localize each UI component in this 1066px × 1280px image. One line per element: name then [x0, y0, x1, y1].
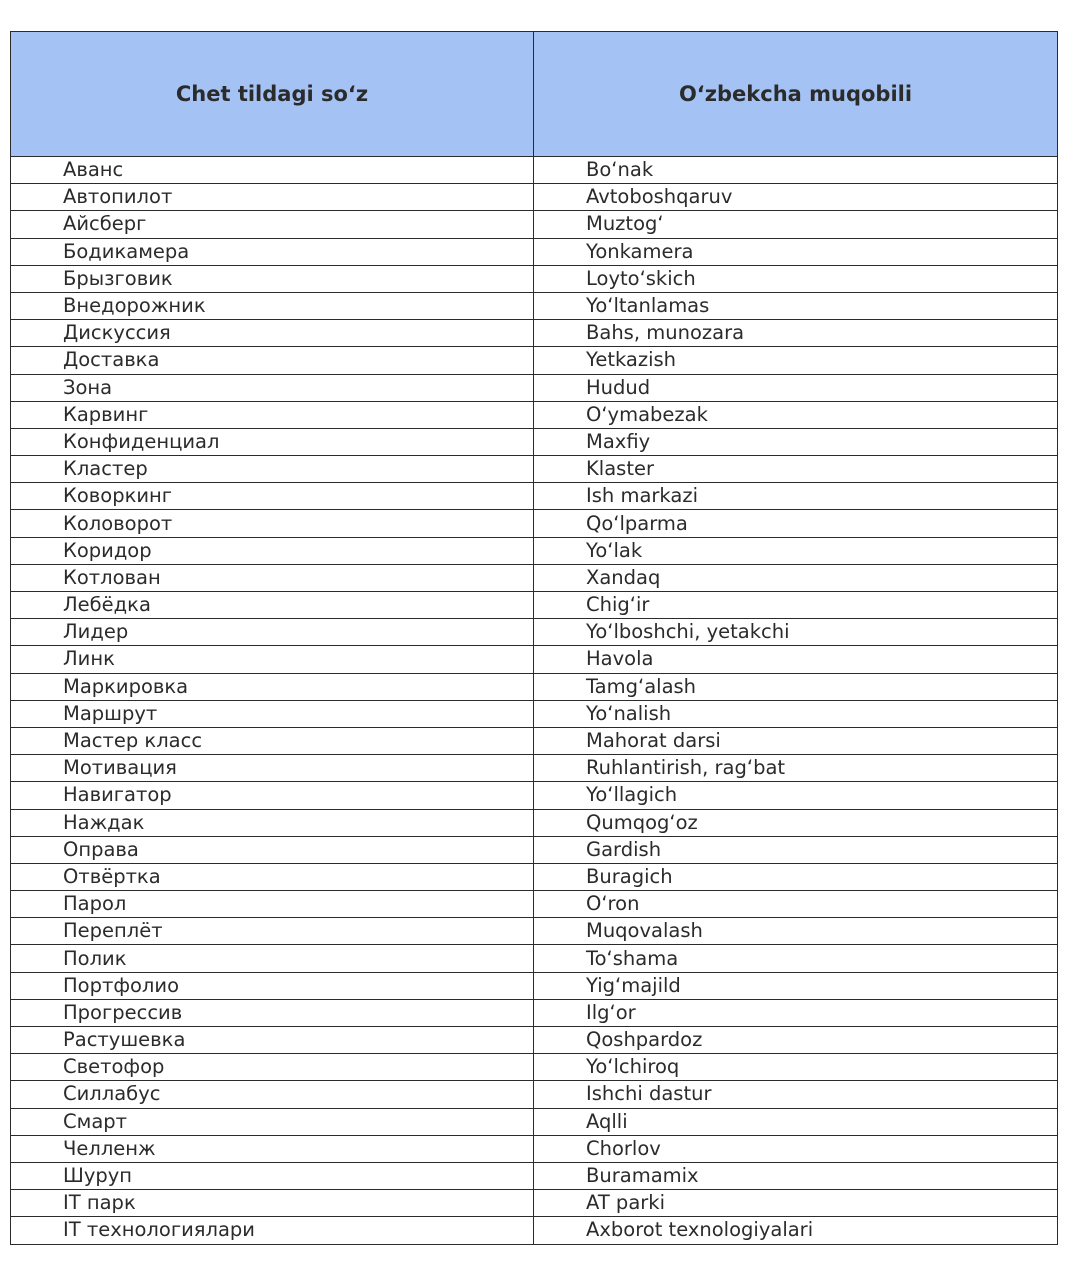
uzbek-equivalent-cell: Ish markazi: [534, 483, 1058, 510]
uzbek-equivalent-cell: Yo‘nalish: [534, 700, 1058, 727]
uzbek-equivalent-cell: Havola: [534, 646, 1058, 673]
table-row: [11, 1135, 1058, 1162]
table-row: [11, 673, 1058, 700]
uzbek-equivalent-cell: Yo‘lboshchi, yetakchi: [534, 619, 1058, 646]
uzbek-equivalent-cell: To‘shama: [534, 945, 1058, 972]
foreign-word-cell: Отвёртка: [11, 863, 534, 890]
uzbek-equivalent-cell: Yo‘ltanlamas: [534, 292, 1058, 319]
foreign-word-cell: Прогрессив: [11, 999, 534, 1026]
foreign-word-cell: Смарт: [11, 1108, 534, 1135]
foreign-word-cell: Мотивация: [11, 755, 534, 782]
table-row: [11, 999, 1058, 1026]
foreign-word-cell: Кластер: [11, 456, 534, 483]
uzbek-equivalent-cell: Buramamix: [534, 1162, 1058, 1189]
foreign-word-cell: Бодикамера: [11, 238, 534, 265]
foreign-word-cell: Внедорожник: [11, 292, 534, 319]
foreign-word-cell: Мастер класс: [11, 727, 534, 754]
uzbek-equivalent-cell: Yo‘llagich: [534, 782, 1058, 809]
table-row: [11, 755, 1058, 782]
table-row: [11, 401, 1058, 428]
foreign-word-cell: Оправа: [11, 836, 534, 863]
foreign-word-cell: Маркировка: [11, 673, 534, 700]
table-row: [11, 184, 1058, 211]
table-row: [11, 1190, 1058, 1217]
foreign-word-cell: Конфиденциал: [11, 428, 534, 455]
foreign-word-cell: Дискуссия: [11, 320, 534, 347]
table-row: [11, 619, 1058, 646]
table-row: [11, 564, 1058, 591]
uzbek-equivalent-cell: Maxfiy: [534, 428, 1058, 455]
table-row: [11, 428, 1058, 455]
uzbek-equivalent-cell: O‘ron: [534, 891, 1058, 918]
table-row: [11, 320, 1058, 347]
uzbek-equivalent-cell: Bahs, munozara: [534, 320, 1058, 347]
table-row: [11, 347, 1058, 374]
header-uzbek-equivalent: O‘zbekcha muqobili: [534, 32, 1058, 157]
table-row: [11, 1027, 1058, 1054]
uzbek-equivalent-cell: Bo‘nak: [534, 157, 1058, 184]
uzbek-equivalent-cell: Yig‘majild: [534, 972, 1058, 999]
table-row: [11, 836, 1058, 863]
uzbek-equivalent-cell: Ilg‘or: [534, 999, 1058, 1026]
uzbek-equivalent-cell: Buragich: [534, 863, 1058, 890]
table-row: [11, 782, 1058, 809]
uzbek-equivalent-cell: Chorlov: [534, 1135, 1058, 1162]
foreign-word-cell: Аванс: [11, 157, 534, 184]
table-row: [11, 592, 1058, 619]
foreign-word-cell: IT технологиялари: [11, 1217, 534, 1244]
uzbek-equivalent-cell: AT parki: [534, 1190, 1058, 1217]
table-row: [11, 809, 1058, 836]
table-row: [11, 157, 1058, 184]
table-row: [11, 1217, 1058, 1244]
table-row: [11, 891, 1058, 918]
uzbek-equivalent-cell: Ishchi dastur: [534, 1081, 1058, 1108]
foreign-word-cell: Наждак: [11, 809, 534, 836]
foreign-word-cell: Автопилот: [11, 184, 534, 211]
uzbek-equivalent-cell: Mahorat darsi: [534, 727, 1058, 754]
foreign-word-cell: Коворкинг: [11, 483, 534, 510]
foreign-word-cell: Челленж: [11, 1135, 534, 1162]
uzbek-equivalent-cell: O‘ymabezak: [534, 401, 1058, 428]
uzbek-equivalent-cell: Gardish: [534, 836, 1058, 863]
foreign-word-cell: Парол: [11, 891, 534, 918]
foreign-word-cell: IT парк: [11, 1190, 534, 1217]
foreign-word-cell: Полик: [11, 945, 534, 972]
table-row: [11, 292, 1058, 319]
table-row: [11, 1162, 1058, 1189]
uzbek-equivalent-cell: Axborot texnologiyalari: [534, 1217, 1058, 1244]
uzbek-equivalent-cell: Qo‘lparma: [534, 510, 1058, 537]
foreign-word-cell: Шуруп: [11, 1162, 534, 1189]
foreign-word-cell: Лидер: [11, 619, 534, 646]
foreign-word-cell: Навигатор: [11, 782, 534, 809]
table-row: [11, 945, 1058, 972]
table-row: [11, 700, 1058, 727]
table-row: [11, 537, 1058, 564]
foreign-word-cell: Коридор: [11, 537, 534, 564]
table-row: [11, 646, 1058, 673]
table-row: [11, 265, 1058, 292]
table-row: [11, 1054, 1058, 1081]
header-foreign-word: Chet tildagi so‘z: [11, 32, 534, 157]
table-row: [11, 1081, 1058, 1108]
header-row: [11, 32, 1058, 157]
table-row: [11, 1108, 1058, 1135]
foreign-word-cell: Портфолио: [11, 972, 534, 999]
uzbek-equivalent-cell: Hudud: [534, 374, 1058, 401]
foreign-word-cell: Айсберг: [11, 211, 534, 238]
uzbek-equivalent-cell: Aqlli: [534, 1108, 1058, 1135]
table-row: [11, 238, 1058, 265]
uzbek-equivalent-cell: Muztog‘: [534, 211, 1058, 238]
uzbek-equivalent-cell: Muqovalash: [534, 918, 1058, 945]
table-row: [11, 483, 1058, 510]
foreign-word-cell: Силлабус: [11, 1081, 534, 1108]
foreign-word-cell: Маршрут: [11, 700, 534, 727]
foreign-word-cell: Зона: [11, 374, 534, 401]
foreign-word-cell: Брызговик: [11, 265, 534, 292]
foreign-word-cell: Лебёдка: [11, 592, 534, 619]
foreign-word-cell: Карвинг: [11, 401, 534, 428]
uzbek-equivalent-cell: Chig‘ir: [534, 592, 1058, 619]
uzbek-equivalent-cell: Loyto‘skich: [534, 265, 1058, 292]
uzbek-equivalent-cell: Yo‘lak: [534, 537, 1058, 564]
table-row: [11, 211, 1058, 238]
foreign-word-cell: Коловорот: [11, 510, 534, 537]
uzbek-equivalent-cell: Qoshpardoz: [534, 1027, 1058, 1054]
foreign-word-cell: Котлован: [11, 564, 534, 591]
table-row: [11, 510, 1058, 537]
uzbek-equivalent-cell: Qumqog‘oz: [534, 809, 1058, 836]
uzbek-equivalent-cell: Ruhlantirish, rag‘bat: [534, 755, 1058, 782]
foreign-word-cell: Доставка: [11, 347, 534, 374]
table-row: [11, 972, 1058, 999]
foreign-word-cell: Растушевка: [11, 1027, 534, 1054]
table-row: [11, 863, 1058, 890]
foreign-word-cell: Переплёт: [11, 918, 534, 945]
table-row: [11, 374, 1058, 401]
uzbek-equivalent-cell: Avtoboshqaruv: [534, 184, 1058, 211]
table-row: [11, 456, 1058, 483]
uzbek-equivalent-cell: Xandaq: [534, 564, 1058, 591]
foreign-word-cell: Линк: [11, 646, 534, 673]
table-row: [11, 727, 1058, 754]
uzbek-equivalent-cell: Yo‘lchiroq: [534, 1054, 1058, 1081]
uzbek-equivalent-cell: Yetkazish: [534, 347, 1058, 374]
table-row: [11, 918, 1058, 945]
uzbek-equivalent-cell: Yonkamera: [534, 238, 1058, 265]
uzbek-equivalent-cell: Klaster: [534, 456, 1058, 483]
glossary-table: [10, 31, 1058, 1245]
foreign-word-cell: Светофор: [11, 1054, 534, 1081]
uzbek-equivalent-cell: Tamg‘alash: [534, 673, 1058, 700]
